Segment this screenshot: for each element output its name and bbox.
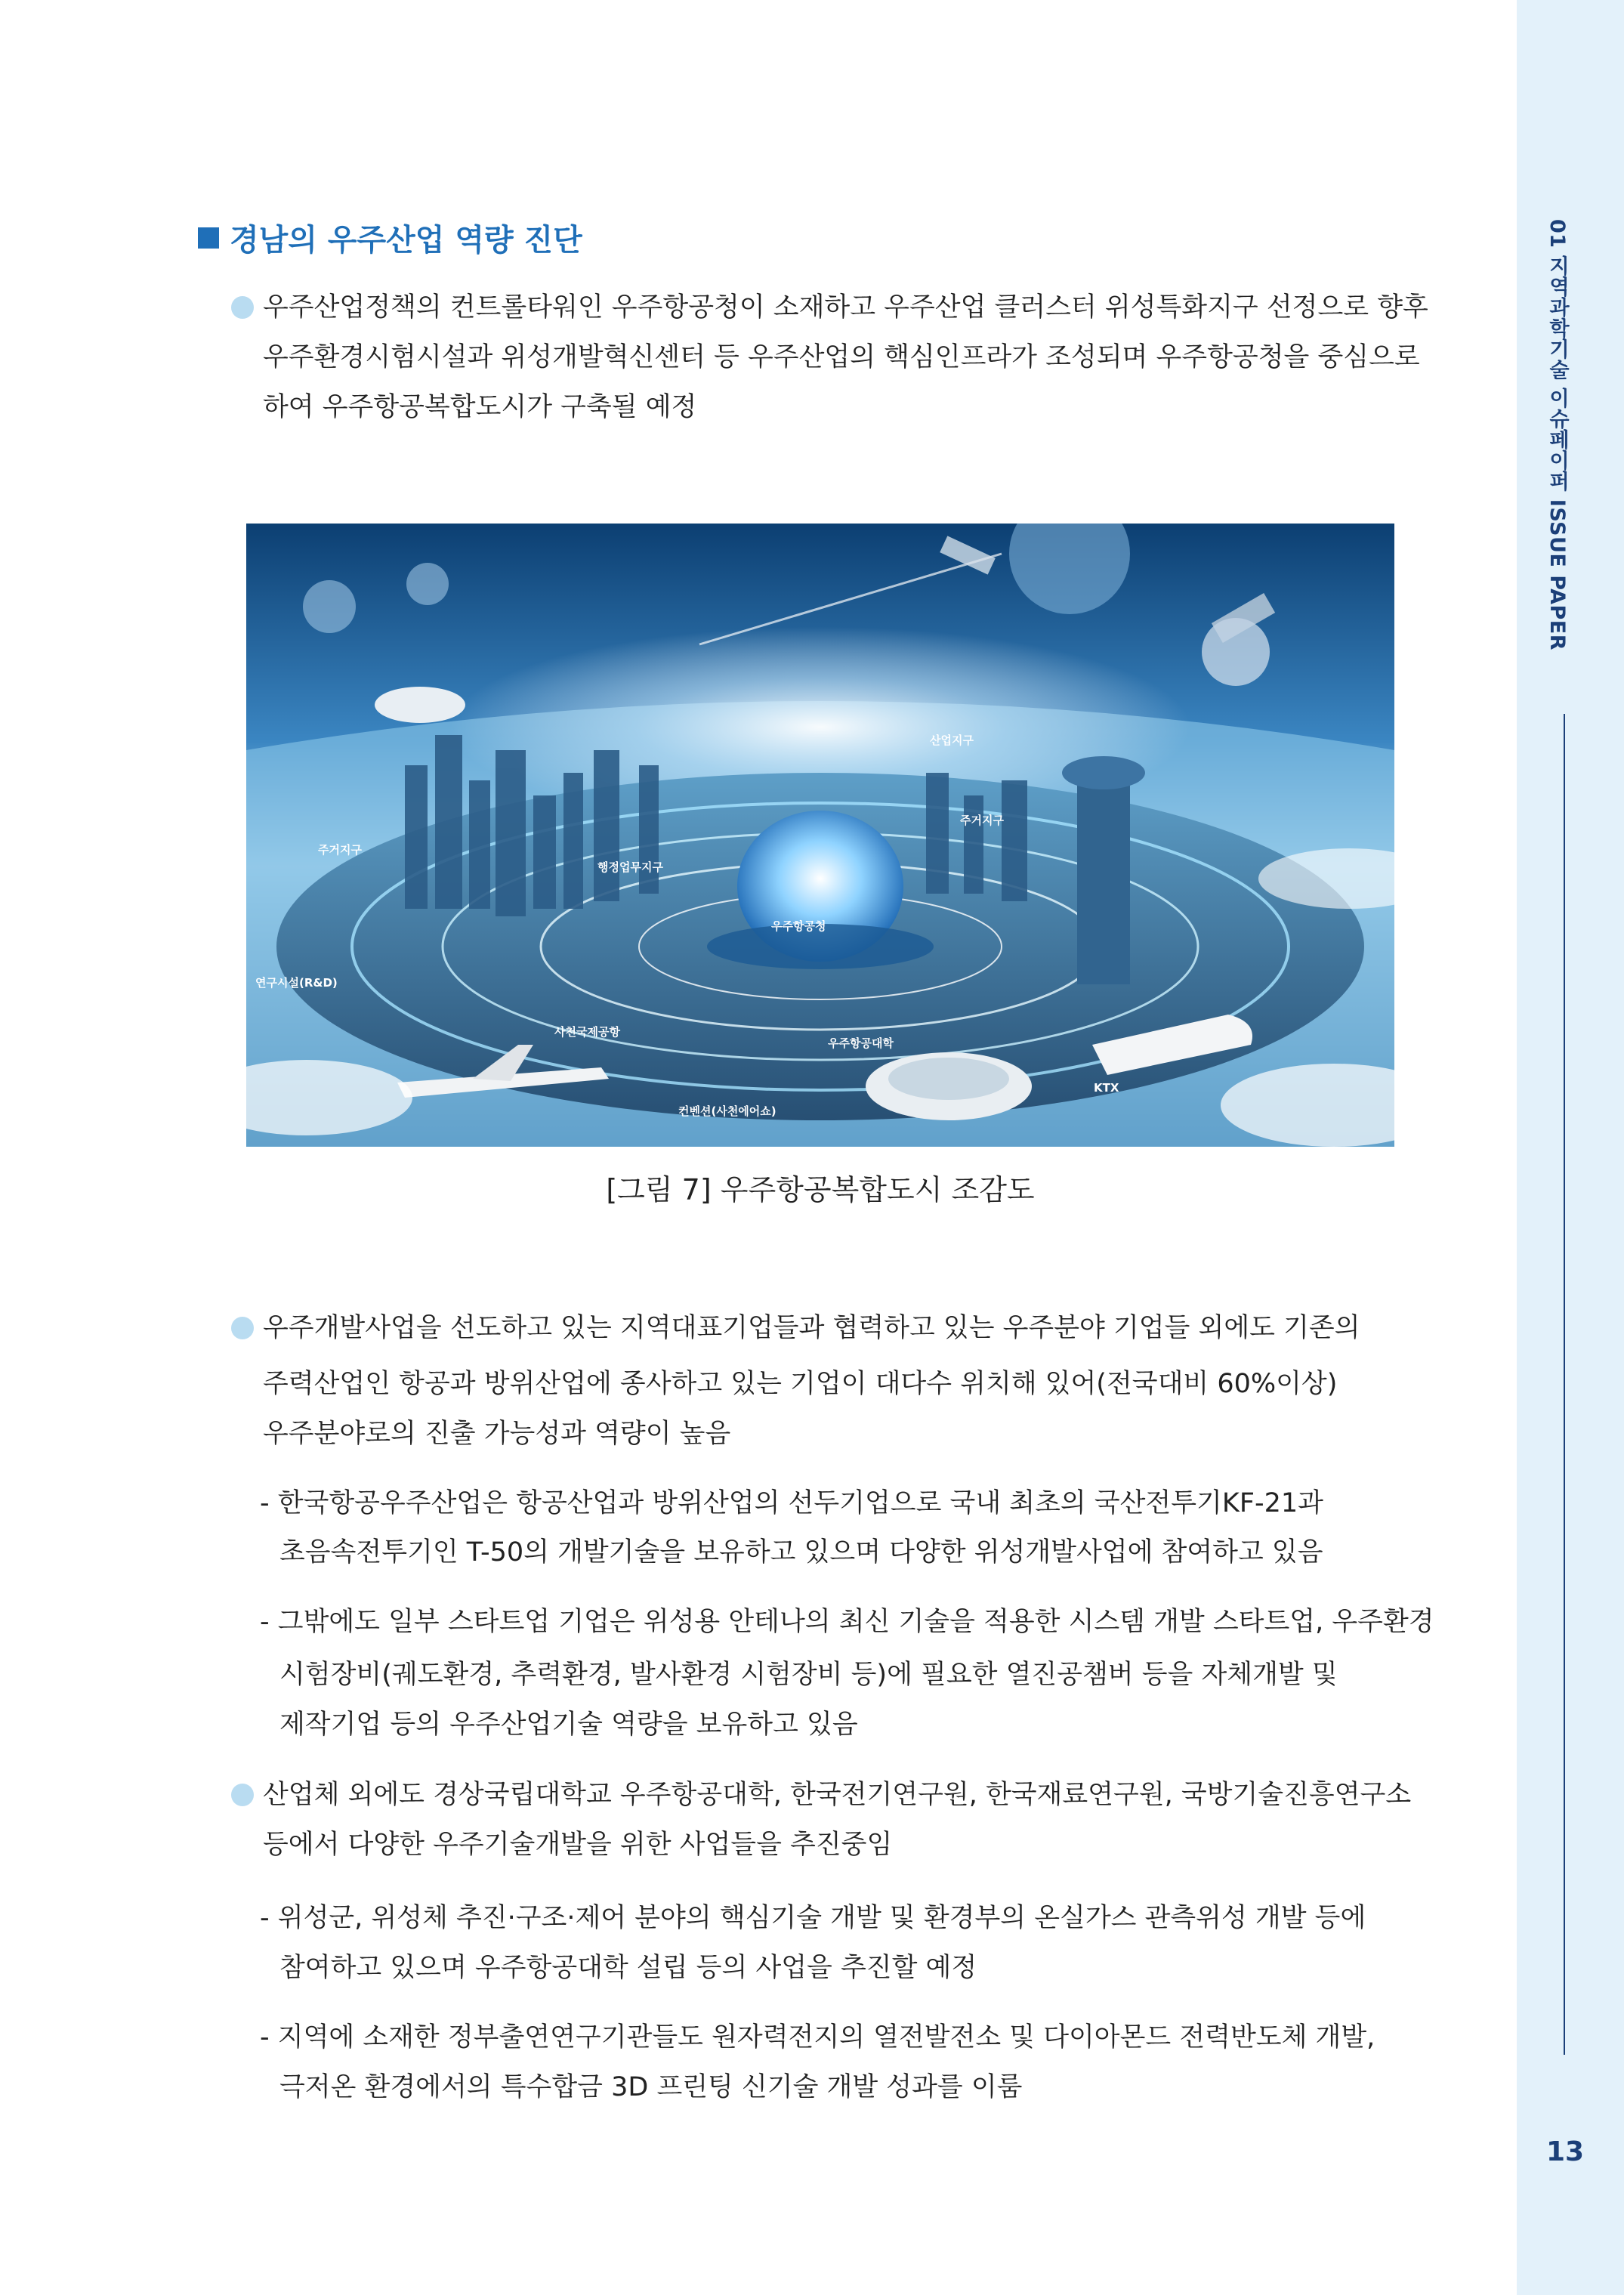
bullet-2-line-1: 우주개발사업을 선도하고 있는 지역대표기업들과 협력하고 있는 우주분야 기업들 외에도 기존의 bbox=[263, 1313, 1360, 1343]
bullet-3-line-2: 등에서 다양한 우주기술개발을 위한 사업들을 추진중임 bbox=[263, 1830, 893, 1860]
bullet-3-sub-1-line-1: - 위성군, 위성체 추진·구조·제어 분야의 핵심기술 개발 및 환경부의 온실가스 관측위성 개발 등에 bbox=[260, 1903, 1366, 1933]
section-heading bbox=[198, 216, 582, 259]
bullet-2-sub-2-line-2: 시험장비(궤도환경, 추력환경, 발사환경 시험장비 등)에 필요한 열진공챔버 등을 자체개발 및 bbox=[279, 1660, 1338, 1690]
figure-label-residential-left: 주거지구 bbox=[318, 843, 362, 857]
figure-aerospace-city-illustration bbox=[246, 524, 1394, 1147]
figure-label-ktx: KTX bbox=[1094, 1081, 1119, 1095]
bullet-1-line-1: 우주산업정책의 컨트롤타워인 우주항공청이 소재하고 우주산업 클러스터 위성특화지구 선정으로 향후 bbox=[263, 292, 1428, 323]
sidebar-divider-line bbox=[1564, 714, 1565, 2055]
bullet-2-sub-1-line-2: 초음속전투기인 T-50의 개발기술을 보유하고 있으며 다양한 위성개발사업에 참여하고 있음 bbox=[279, 1537, 1323, 1568]
bullet-2-sub-1-line-1: - 한국항공우주산업은 항공산업과 방위산업의 선두기업으로 국내 최초의 국산전투기KF-21과 bbox=[260, 1488, 1323, 1518]
bullet-3-sub-1-line-2: 참여하고 있으며 우주항공대학 설립 등의 사업을 추진할 예정 bbox=[279, 1953, 977, 1983]
bullet-3-sub-2-line-1: - 지역에 소재한 정부출연연구기관들도 원자력전지의 열전발전소 및 다이아몬드 전력반도체 개발, bbox=[260, 2022, 1375, 2053]
bullet-3-sub-2-line-2: 극저온 환경에서의 특수합금 3D 프린팅 신기술 개발 성과를 이룸 bbox=[279, 2072, 1023, 2102]
bullet-1-line-2: 우주환경시험시설과 위성개발혁신센터 등 우주산업의 핵심인프라가 조성되며 우주항공청을 중심으로 bbox=[263, 342, 1420, 372]
bullet-2-line-3: 우주분야로의 진출 가능성과 역량이 높음 bbox=[263, 1419, 731, 1449]
bullet-dot-icon bbox=[231, 296, 254, 319]
figure-label-convention: 컨벤션(사천에어쇼) bbox=[678, 1104, 776, 1118]
figure-label-admin: 행정업무지구 bbox=[597, 860, 663, 874]
figure-label-kasa: 우주항공청 bbox=[771, 919, 826, 933]
page-number: 13 bbox=[1545, 2136, 1585, 2167]
figure-label-industrial: 산업지구 bbox=[930, 734, 974, 747]
figure-label-exhibition: 사천국제공항 bbox=[554, 1025, 620, 1039]
figure-label-rnd: 연구시설(R&D) bbox=[255, 976, 338, 990]
figure-label-residential-right: 주거지구 bbox=[960, 814, 1004, 827]
heading-square-icon bbox=[198, 227, 219, 249]
bullet-dot-icon bbox=[231, 1317, 254, 1339]
figure-caption: [그림 7] 우주항공복합도시 조감도 bbox=[606, 1173, 1035, 1206]
running-header: 01 지역과학기술 이슈페이퍼 ISSUE PAPER bbox=[1545, 219, 1569, 650]
bullet-1-line-3: 하여 우주항공복합도시가 구축될 예정 bbox=[263, 392, 697, 422]
bullet-2-line-2: 주력산업인 항공과 방위산업에 종사하고 있는 기업이 대다수 위치해 있어(전국대비 60%이상) bbox=[263, 1369, 1338, 1399]
bullet-dot-icon bbox=[231, 1784, 254, 1806]
bullet-2-sub-2-line-3: 제작기업 등의 우주산업기술 역량을 보유하고 있음 bbox=[279, 1710, 858, 1740]
bullet-2-sub-2-line-1: - 그밖에도 일부 스타트업 기업은 위성용 안테나의 최신 기술을 적용한 시스템 개발 스타트업, 우주환경 bbox=[260, 1607, 1434, 1637]
figure-label-university: 우주항공대학 bbox=[828, 1036, 894, 1050]
section-title: 경남의 우주산업 역량 진단 bbox=[230, 223, 582, 258]
bullet-3-line-1: 산업체 외에도 경상국립대학교 우주항공대학, 한국전기연구원, 한국재료연구원, 국방기술진흥연구소 bbox=[263, 1780, 1412, 1810]
